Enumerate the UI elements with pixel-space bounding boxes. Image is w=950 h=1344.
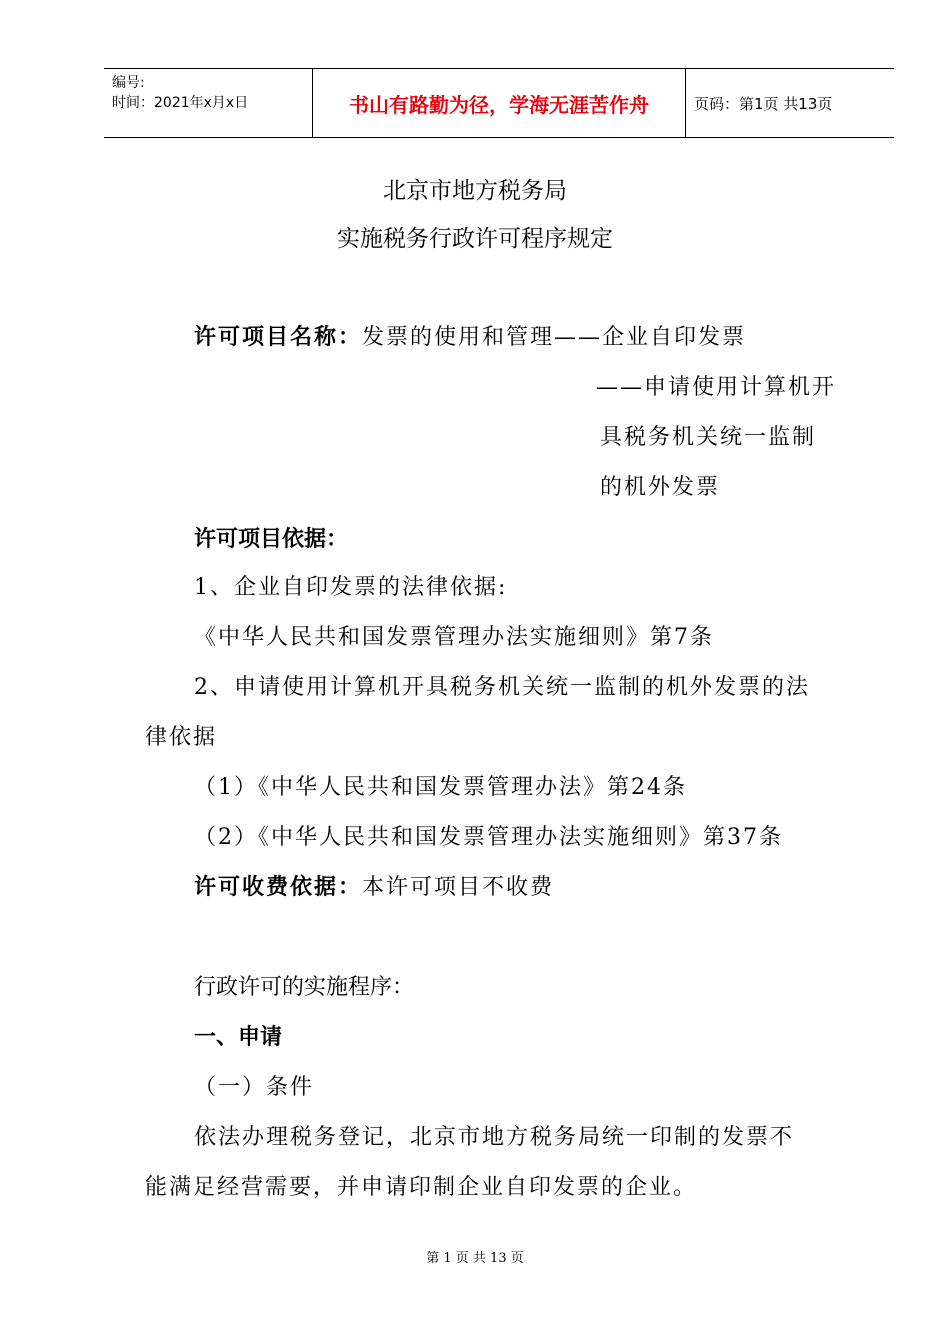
condition-line-1: 依法办理税务登记，北京市地方税务局统一印制的发票不	[194, 1125, 795, 1150]
basis-1: 1、企业自印发票的法律依据:	[194, 575, 508, 600]
basis-2-ref-2: （2）《中华人民共和国发票管理办法实施细则》第37条	[194, 825, 783, 850]
title-line-1: 北京市地方税务局	[383, 178, 567, 204]
project-name-cont-1: ——申请使用计算机开	[596, 375, 837, 400]
title-line-2: 实施税务行政许可程序规定	[337, 226, 613, 252]
basis-label: 许可项目依据：	[194, 527, 349, 552]
header-page-code: 页码：第1页 共13页	[694, 94, 833, 113]
number-label: 编号:	[112, 75, 145, 91]
fee-label: 许可收费依据：	[194, 875, 363, 900]
section-1-heading: 一、申请	[194, 1025, 283, 1050]
condition-line-2: 能满足经营需要，并申请印制企业自印发票的企业。	[145, 1175, 698, 1200]
sub-1-heading: （一）条件	[194, 1075, 315, 1100]
header-motto: 书山有路勤为径，学海无涯苦作舟	[313, 69, 686, 137]
page-footer: 第 1 页 共 13 页	[426, 1251, 524, 1266]
project-name-label: 许可项目名称：	[194, 325, 363, 350]
page-header	[104, 68, 894, 138]
fee-value: 本许可项目不收费	[362, 875, 555, 900]
project-name-cont-3: 的机外发票	[600, 475, 721, 500]
project-name-cont-2: 具税务机关统一监制	[600, 425, 817, 450]
project-name-value: 发票的使用和管理——企业自印发票	[362, 325, 747, 350]
basis-2-line-2: 律依据	[145, 725, 218, 750]
time-label: 时间：2021年x月x日	[112, 95, 249, 111]
fee-row	[194, 870, 554, 901]
basis-1-ref: 《中华人民共和国发票管理办法实施细则》第7条	[194, 625, 714, 650]
procedure-label: 行政许可的实施程序：	[194, 975, 415, 1000]
header-meta	[104, 69, 313, 137]
basis-2-ref-1: （1）《中华人民共和国发票管理办法》第24条	[194, 775, 687, 800]
project-name-row	[194, 320, 746, 351]
basis-2-line-1: 2、申请使用计算机开具税务机关统一监制的机外发票的法	[194, 675, 810, 700]
